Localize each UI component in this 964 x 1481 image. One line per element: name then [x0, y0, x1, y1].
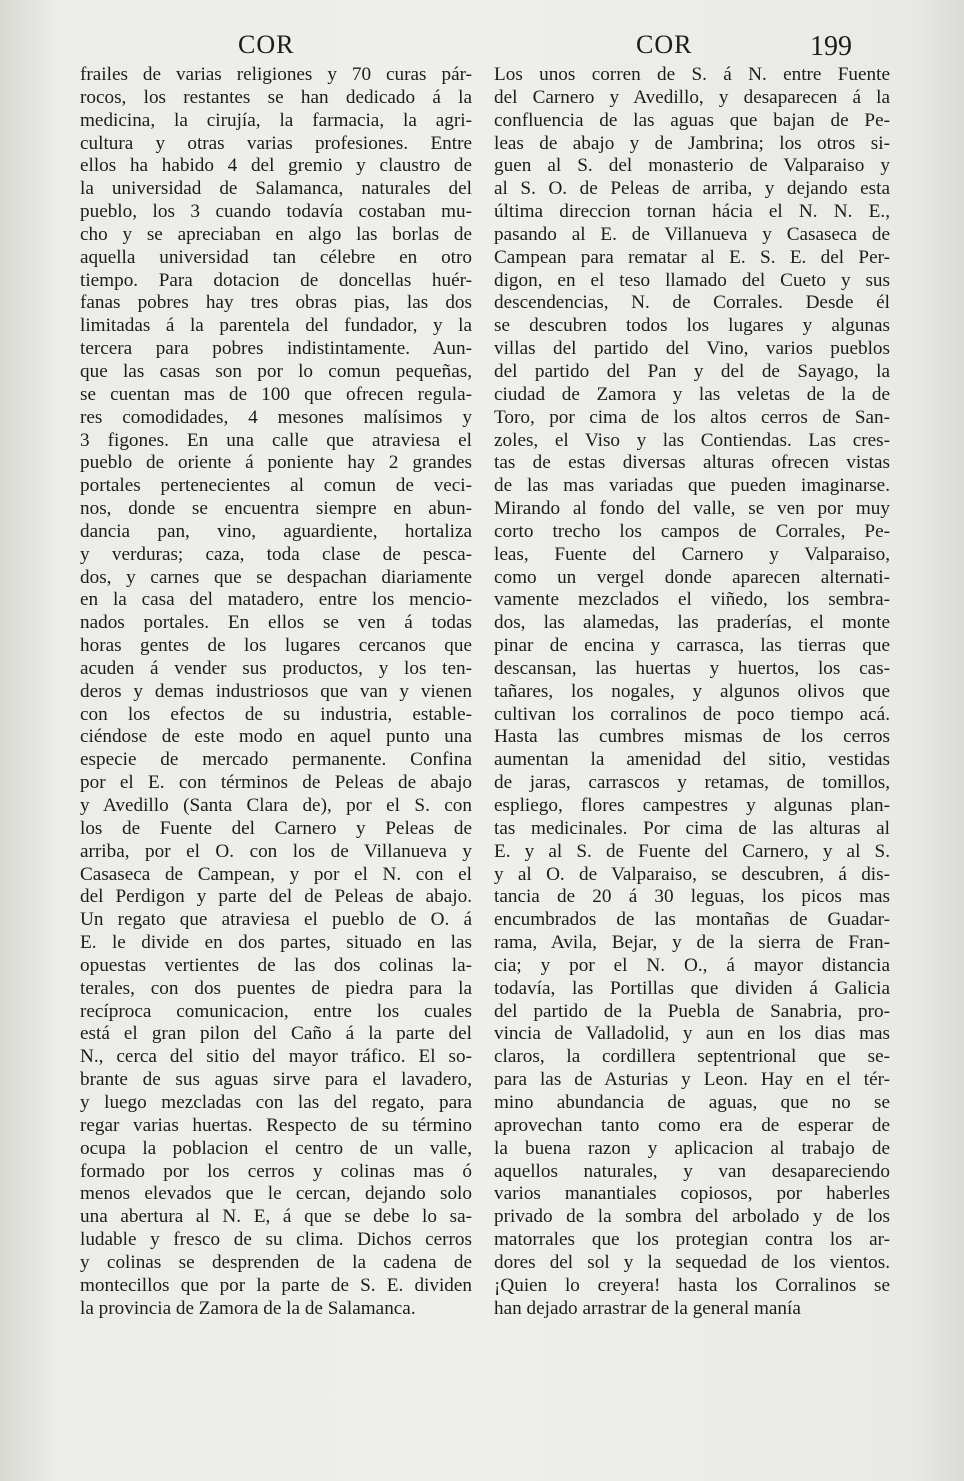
text-line: del partido del Pan y del de Sayago, la	[494, 360, 890, 382]
text-line: han dejado arrastrar de la general manía	[494, 1297, 801, 1319]
text-line: una abertura al N. E, á que se debe lo sa-	[80, 1206, 472, 1228]
text-line: dancia pan, vino, aguardiente, hortaliza	[80, 520, 472, 542]
text-line: deros y demas industriosos que van y vienen	[80, 680, 472, 702]
text-line: nos, donde se encuentra siempre en abun-	[80, 498, 472, 520]
text-line: en la casa del matadero, entre los mencio-	[80, 589, 472, 611]
text-line: corto trecho los campos de Corrales, Pe-	[494, 520, 890, 542]
text-line: Los unos corren de S. á N. entre Fuente	[494, 64, 890, 85]
text-line: montecillos que por la parte de S. E. dividen	[80, 1274, 472, 1296]
text-line: de las mas variadas que pueden imaginarse.	[494, 475, 890, 497]
text-line: tañares, los nogales, y algunos olivos que	[494, 680, 890, 702]
text-line: Casaseca de Campean, y por el N. con el	[80, 863, 472, 885]
text-line: regar varias huertas. Respecto de su término	[80, 1114, 472, 1136]
text-line: pinar de encina y carrasca, las tierras que	[494, 635, 890, 657]
text-line: que las casas son por lo comun pequeñas,	[80, 360, 472, 382]
text-line: y luego mezcladas con las del regato, para	[80, 1091, 472, 1113]
text-line: pueblo de oriente á poniente hay 2 grandes	[80, 452, 472, 474]
text-line: claros, la cordillera septentrional que se-	[494, 1046, 890, 1068]
text-line: opuestas vertientes de las dos colinas la-	[80, 954, 472, 976]
text-line: matorrales que los protegian contra los ar-	[494, 1229, 890, 1251]
text-line: arriba, por el O. con los de Villanueva y	[80, 840, 472, 862]
text-line: N., cerca del sitio del mayor tráfico. El so-	[80, 1046, 472, 1068]
text-line: formado por los cerros y colinas mas ó	[80, 1160, 472, 1182]
text-line: tercera para pobres indistintamente. Aun-	[80, 338, 472, 360]
text-line: leas, Fuente del Carnero y Valparaiso,	[494, 543, 890, 565]
text-line: Un regato que atraviesa el pueblo de O. á	[80, 909, 472, 931]
text-line: cho y se apreciaban en algo las borlas de	[80, 223, 472, 245]
text-line: y verduras; caza, toda clase de pesca-	[80, 543, 472, 565]
text-line: está el gran pilon del Caño á la parte del	[80, 1023, 472, 1045]
text-line: medicina, la cirujía, la farmacia, la agri-	[80, 109, 472, 131]
text-line: villas del partido del Vino, varios pueblos	[494, 338, 890, 360]
text-line: leas de abajo y de Jambrina; los otros si-	[494, 132, 890, 154]
text-line: como un vergel donde aparecen alternati-	[494, 566, 890, 588]
text-line: del Perdigon y parte del de Peleas de abajo.	[80, 886, 472, 908]
text-line: frailes de varias religiones y 70 curas pár-	[80, 64, 472, 85]
text-line: ellos ha habido 4 del gremio y claustro de	[80, 155, 472, 177]
left-text-column	[80, 64, 472, 1320]
text-line: menos elevados que le cercan, dejando solo	[80, 1183, 472, 1205]
text-line: para las de Asturias y Leon. Hay en el tér-	[494, 1069, 890, 1091]
text-line: dos, y carnes que se despachan diariamente	[80, 566, 472, 588]
running-head-right: COR	[636, 30, 693, 59]
text-line: res comodidades, 4 mesones malísimos y	[80, 406, 472, 428]
text-line: ludable y fresco de su clima. Dichos cerros	[80, 1229, 472, 1251]
text-line: horas gentes de los lugares cercanos que	[80, 635, 472, 657]
text-line: terales, con dos puentes de piedra para la	[80, 977, 472, 999]
text-line: ciéndose de este modo en aquel punto una	[80, 726, 472, 748]
text-line: confluencia de las aguas que bajan de Pe-	[494, 109, 890, 131]
text-line: varios manantiales copiosos, por haberles	[494, 1183, 890, 1205]
text-line: tas de estas diversas alturas ofrecen vistas	[494, 452, 890, 474]
text-line: especie de mercado permanente. Confina	[80, 749, 472, 771]
text-line: tas medicinales. Por cima de las alturas al	[494, 817, 890, 839]
text-line: última direccion tornan hácia el N. N. E.,	[494, 201, 890, 223]
text-line: se cuentan mas de 100 que ofrecen regula-	[80, 383, 472, 405]
text-line: Campean para rematar al E. S. E. del Per-	[494, 246, 890, 268]
text-line: los de Fuente del Carnero y Peleas de	[80, 817, 472, 839]
text-line: privado de la sombra del arbolado y de los	[494, 1206, 890, 1228]
text-line: Mirando al fondo del valle, se ven por muy	[494, 498, 890, 520]
text-line: rama, Avila, Bejar, y de la sierra de Fran-	[494, 932, 890, 954]
text-line: cultura y otras varias profesiones. Entre	[80, 132, 472, 154]
text-line: aprovechan tanto como era de esperar de	[494, 1114, 890, 1136]
text-line: aumentan la amenidad del sitio, vestidas	[494, 749, 890, 771]
text-line: con los efectos de su industria, estable-	[80, 703, 472, 725]
text-line: mino abundancia de aguas, que no se	[494, 1091, 890, 1113]
text-line: la provincia de Zamora de la de Salamanca.	[80, 1297, 416, 1319]
text-line: por el E. con términos de Peleas de abajo	[80, 772, 472, 794]
text-line: y Avedillo (Santa Clara de), por el S. con	[80, 795, 472, 816]
text-line: Toro, por cima de los altos cerros de San-	[494, 406, 890, 428]
text-line: ocupa la poblacion el centro de un valle,	[80, 1137, 472, 1159]
text-line: cultivan los corralinos de poco tiempo acá.	[494, 703, 890, 725]
text-line: E. y al S. de Fuente del Carnero, y al S.	[494, 840, 890, 862]
text-line: cia; y por el N. O., á mayor distancia	[494, 954, 890, 976]
text-line: y al O. de Valparaiso, se descubren, á dis-	[494, 863, 890, 885]
text-line: limitadas á la parentela del fundador, y la	[80, 315, 472, 337]
text-line: guen al S. del monasterio de Valparaiso y	[494, 155, 890, 177]
running-head-left: COR	[238, 30, 295, 59]
text-line: vamente mezclados el viñedo, los sembra-	[494, 589, 890, 611]
text-line: del partido de la Puebla de Sanabria, pro-	[494, 1000, 890, 1022]
text-line: tancia de 20 á 30 leguas, los picos mas	[494, 886, 890, 908]
text-line: 3 figones. En una calle que atraviesa el	[80, 429, 472, 451]
right-text-column	[494, 64, 890, 1320]
text-line: digon, en el teso llamado del Cueto y sus	[494, 269, 890, 291]
text-line: Hasta las cumbres mismas de los cerros	[494, 726, 890, 748]
text-line: espliego, flores campestres y algunas plan-	[494, 795, 890, 816]
page-number: 199	[810, 31, 852, 62]
text-line: fanas pobres hay tres obras pias, las dos	[80, 292, 472, 314]
text-line: la universidad de Salamanca, naturales del	[80, 178, 472, 200]
text-line: del Carnero y Avedillo, y desaparecen á la	[494, 86, 890, 108]
text-line: vincia de Valladolid, y aun en los dias mas	[494, 1023, 890, 1045]
text-line: de jaras, carrascos y retamas, de tomillos,	[494, 772, 890, 794]
text-line: descansan, las huertas y huertos, los cas-	[494, 657, 890, 679]
text-line: acuden á vender sus productos, y los ten-	[80, 657, 472, 679]
text-line: aquellos naturales, y van desapareciendo	[494, 1160, 890, 1182]
text-line: rocos, los restantes se han dedicado á la	[80, 86, 472, 108]
text-line: se descubren todos los lugares y algunas	[494, 315, 890, 337]
text-line: al S. O. de Peleas de arriba, y dejando esta	[494, 178, 890, 200]
text-line: aquella universidad tan célebre en otro	[80, 246, 472, 268]
text-line: recíproca comunicacion, entre los cuales	[80, 1000, 472, 1022]
text-line: ¡Quien lo creyera! hasta los Corralinos se	[494, 1274, 890, 1296]
text-line: tiempo. Para dotacion de doncellas huér-	[80, 269, 472, 291]
text-line: descendencias, N. de Corrales. Desde él	[494, 292, 890, 314]
text-line: zoles, el Viso y las Contiendas. Las cres-	[494, 429, 890, 451]
text-line: pasando al E. de Villanueva y Casaseca de	[494, 223, 890, 245]
text-line: E. le divide en dos partes, situado en las	[80, 932, 472, 954]
text-line: la buena razon y aplicacion al trabajo de	[494, 1137, 890, 1159]
text-line: todavía, las Portillas que dividen á Galicia	[494, 977, 890, 999]
text-line: nados portales. En ellos se ven á todas	[80, 612, 472, 634]
text-line: brante de sus aguas sirve para el lavadero,	[80, 1069, 472, 1091]
text-line: ciudad de Zamora y las veletas de la de	[494, 383, 890, 405]
text-line: portales pertenecientes al comun de veci-	[80, 475, 472, 497]
text-line: encumbrados de las montañas de Guadar-	[494, 909, 890, 931]
text-line: dores del sol y la sequedad de los vientos.	[494, 1251, 890, 1273]
text-line: dos, las alamedas, las praderías, el monte	[494, 612, 890, 634]
text-line: y colinas se desprenden de la cadena de	[80, 1251, 472, 1273]
text-line: pueblo, los 3 cuando todavía costaban mu-	[80, 201, 472, 223]
